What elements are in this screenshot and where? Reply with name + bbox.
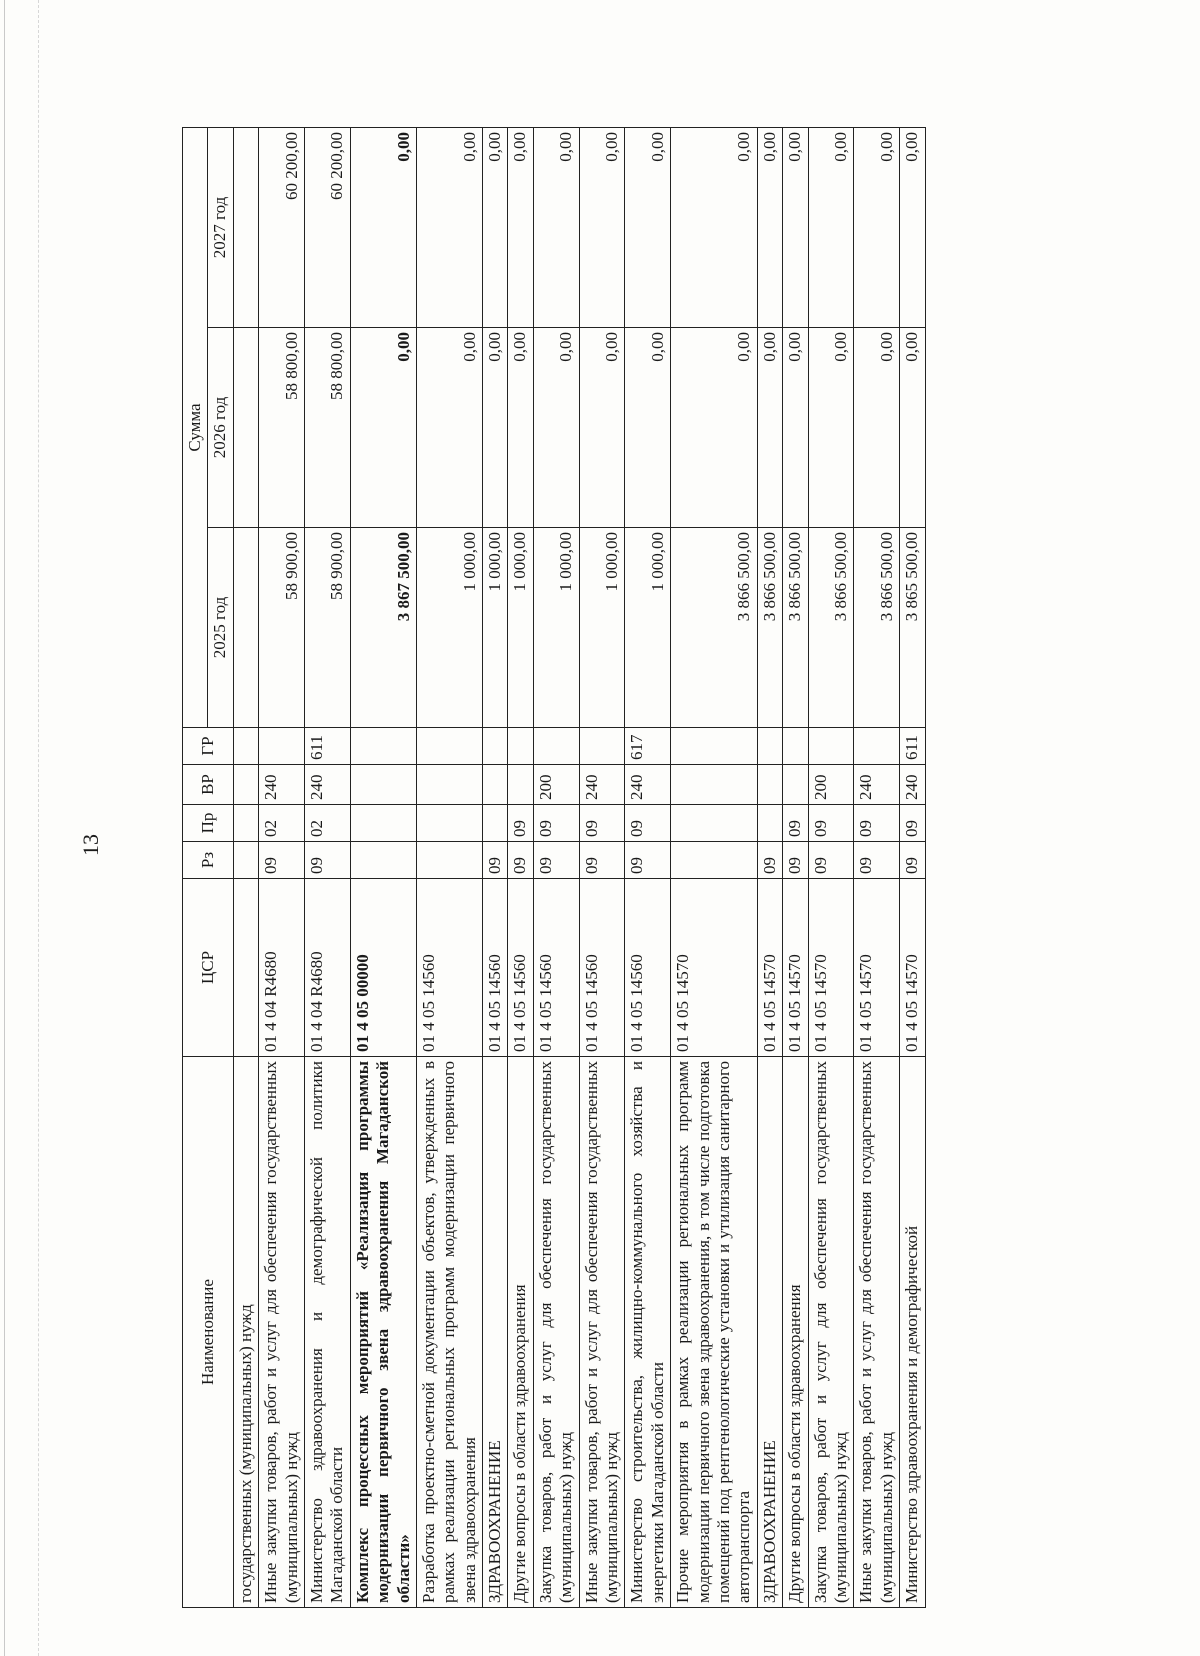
table-row — [233, 128, 258, 1608]
cell-pr — [483, 805, 508, 842]
cell-2027: 0,00 — [508, 128, 533, 328]
cell-gr — [783, 728, 808, 765]
table-row — [416, 128, 482, 1608]
cell-2025: 3 866 500,00 — [854, 528, 900, 728]
cell-csr: 01 4 05 14560 — [533, 879, 579, 1057]
cell-2026: 0,00 — [416, 328, 482, 528]
cell-rz: 09 — [757, 842, 782, 879]
cell-rz: 09 — [579, 842, 625, 879]
cell-pr — [350, 805, 416, 842]
cell-pr: 09 — [808, 805, 854, 842]
table-row — [259, 128, 305, 1608]
cell-pr: 09 — [854, 805, 900, 842]
cell-name: Закупка товаров, работ и услуг для обеспечения государственных (муниципальных) нужд — [808, 1057, 854, 1608]
cell-gr — [757, 728, 782, 765]
cell-2025: 3 866 500,00 — [757, 528, 782, 728]
header-name: Наименование — [183, 1057, 234, 1608]
table-header — [183, 128, 234, 1608]
cell-name: Разработка проектно-сметной документации объектов, утвержденных в рамках реализации региональных программ модернизации первичного звена здравоохранения — [416, 1057, 482, 1608]
cell-pr: 09 — [579, 805, 625, 842]
cell-rz: 09 — [900, 842, 925, 879]
cell-2025: 58 900,00 — [259, 528, 305, 728]
cell-2027: 0,00 — [671, 128, 758, 328]
cell-csr: 01 4 05 14570 — [757, 879, 782, 1057]
cell-name: Министерство строительства, жилищно-коммунального хозяйства и энергетики Магаданской области — [625, 1057, 671, 1608]
cell-2026: 0,00 — [783, 328, 808, 528]
cell-2026: 58 800,00 — [259, 328, 305, 528]
cell-name: Другие вопросы в области здравоохранения — [783, 1057, 808, 1608]
cell-2026 — [233, 328, 258, 528]
cell-csr: 01 4 05 14570 — [854, 879, 900, 1057]
cell-2027: 60 200,00 — [259, 128, 305, 328]
cell-csr: 01 4 05 14570 — [783, 879, 808, 1057]
cell-vr — [233, 765, 258, 805]
cell-gr — [579, 728, 625, 765]
cell-pr: 09 — [533, 805, 579, 842]
cell-2025: 1 000,00 — [579, 528, 625, 728]
cell-2025: 3 866 500,00 — [783, 528, 808, 728]
cell-name: Министерство здравоохранения и демографической — [900, 1057, 925, 1608]
cell-gr — [350, 728, 416, 765]
cell-vr — [757, 765, 782, 805]
cell-csr: 01 4 05 14560 — [625, 879, 671, 1057]
cell-pr — [416, 805, 482, 842]
cell-gr — [808, 728, 854, 765]
cell-2026: 58 800,00 — [304, 328, 350, 528]
cell-2027: 0,00 — [808, 128, 854, 328]
cell-name: Министерство здравоохранения и демографической политики Магаданской области — [304, 1057, 350, 1608]
header-csr: ЦСР — [183, 879, 234, 1057]
cell-rz: 09 — [783, 842, 808, 879]
table-row — [508, 128, 533, 1608]
cell-vr — [671, 765, 758, 805]
cell-csr: 01 4 05 00000 — [350, 879, 416, 1057]
cell-gr — [854, 728, 900, 765]
cell-2027: 0,00 — [757, 128, 782, 328]
cell-gr: 611 — [900, 728, 925, 765]
cell-rz — [350, 842, 416, 879]
cell-rz: 09 — [508, 842, 533, 879]
cell-name: Комплекс процессных мероприятий «Реализация программы модернизации первичного звена здравоохранения Магаданской области» — [350, 1057, 416, 1608]
cell-rz: 09 — [259, 842, 305, 879]
cell-2025: 1 000,00 — [483, 528, 508, 728]
cell-csr: 01 4 05 14560 — [416, 879, 482, 1057]
cell-2026: 0,00 — [350, 328, 416, 528]
cell-name: Иные закупки товаров, работ и услуг для обеспечения государственных (муниципальных) нужд — [854, 1057, 900, 1608]
cell-vr — [508, 765, 533, 805]
cell-rz: 09 — [625, 842, 671, 879]
cell-name: Прочие мероприятия в рамках реализации региональных программ модернизации первичного звена здравоохранения, в том числе подготовка помещений под рентгенологические установки и утилизация санитарного автотранспорта — [671, 1057, 758, 1608]
cell-2025: 1 000,00 — [625, 528, 671, 728]
header-2027: 2027 год — [208, 128, 233, 328]
budget-table — [182, 127, 926, 1608]
table-row — [671, 128, 758, 1608]
cell-2026: 0,00 — [533, 328, 579, 528]
cell-vr: 240 — [259, 765, 305, 805]
cell-2026: 0,00 — [483, 328, 508, 528]
cell-2025: 3 865 500,00 — [900, 528, 925, 728]
cell-gr: 611 — [304, 728, 350, 765]
cell-2026: 0,00 — [808, 328, 854, 528]
cell-2027: 0,00 — [579, 128, 625, 328]
cell-rz: 09 — [533, 842, 579, 879]
header-2025: 2025 год — [208, 528, 233, 728]
cell-2026: 0,00 — [854, 328, 900, 528]
table-row — [854, 128, 900, 1608]
cell-vr — [350, 765, 416, 805]
cell-csr: 01 4 05 14570 — [671, 879, 758, 1057]
cell-2027: 0,00 — [350, 128, 416, 328]
scan-fold-line — [38, 0, 39, 1656]
cell-2027: 60 200,00 — [304, 128, 350, 328]
cell-csr: 01 4 04 R4680 — [304, 879, 350, 1057]
cell-name: Закупка товаров, работ и услуг для обеспечения государственных (муниципальных) нужд — [533, 1057, 579, 1608]
cell-vr — [783, 765, 808, 805]
cell-2027: 0,00 — [625, 128, 671, 328]
cell-2025: 1 000,00 — [533, 528, 579, 728]
cell-2026: 0,00 — [579, 328, 625, 528]
cell-csr: 01 4 05 14570 — [900, 879, 925, 1057]
cell-2025: 58 900,00 — [304, 528, 350, 728]
cell-vr: 240 — [854, 765, 900, 805]
cell-csr: 01 4 05 14560 — [579, 879, 625, 1057]
cell-rz: 09 — [854, 842, 900, 879]
cell-vr: 240 — [900, 765, 925, 805]
cell-2025: 3 867 500,00 — [350, 528, 416, 728]
page-number: 13 — [78, 834, 103, 856]
cell-2026: 0,00 — [757, 328, 782, 528]
cell-2027: 0,00 — [483, 128, 508, 328]
cell-name: Другие вопросы в области здравоохранения — [508, 1057, 533, 1608]
cell-rz — [233, 842, 258, 879]
cell-csr — [233, 879, 258, 1057]
cell-vr: 240 — [304, 765, 350, 805]
cell-pr — [233, 805, 258, 842]
table-row — [579, 128, 625, 1608]
cell-vr: 240 — [625, 765, 671, 805]
cell-csr: 01 4 05 14560 — [483, 879, 508, 1057]
cell-2026: 0,00 — [671, 328, 758, 528]
cell-2026: 0,00 — [625, 328, 671, 528]
scan-edge — [4, 0, 5, 1656]
rotated-table-wrapper — [182, 128, 1112, 1608]
cell-2027: 0,00 — [900, 128, 925, 328]
cell-pr: 09 — [900, 805, 925, 842]
table-body — [233, 128, 925, 1608]
header-pr: Пр — [183, 805, 234, 842]
cell-rz — [671, 842, 758, 879]
cell-2026: 0,00 — [900, 328, 925, 528]
table-row — [483, 128, 508, 1608]
table-row — [783, 128, 808, 1608]
table-row — [808, 128, 854, 1608]
cell-gr: 617 — [625, 728, 671, 765]
cell-name: Иные закупки товаров, работ и услуг для обеспечения государственных (муниципальных) нужд — [259, 1057, 305, 1608]
cell-gr — [259, 728, 305, 765]
cell-2027 — [233, 128, 258, 328]
cell-pr: 09 — [783, 805, 808, 842]
cell-name: ЗДРАВООХРАНЕНИЕ — [483, 1057, 508, 1608]
cell-2025: 3 866 500,00 — [808, 528, 854, 728]
cell-csr: 01 4 05 14570 — [808, 879, 854, 1057]
header-sum: Сумма — [183, 128, 208, 728]
cell-vr: 200 — [808, 765, 854, 805]
cell-rz: 09 — [304, 842, 350, 879]
cell-vr — [416, 765, 482, 805]
cell-2027: 0,00 — [533, 128, 579, 328]
header-vr: ВР — [183, 765, 234, 805]
cell-name: Иные закупки товаров, работ и услуг для обеспечения государственных (муниципальных) нужд — [579, 1057, 625, 1608]
cell-pr — [671, 805, 758, 842]
table-row — [625, 128, 671, 1608]
cell-gr — [533, 728, 579, 765]
cell-gr — [233, 728, 258, 765]
table-row — [533, 128, 579, 1608]
cell-gr — [508, 728, 533, 765]
cell-rz — [416, 842, 482, 879]
cell-vr: 200 — [533, 765, 579, 805]
table-row — [757, 128, 782, 1608]
cell-pr — [757, 805, 782, 842]
table-row — [350, 128, 416, 1608]
cell-pr: 09 — [625, 805, 671, 842]
header-gr: ГР — [183, 728, 234, 765]
cell-pr: 02 — [304, 805, 350, 842]
cell-2027: 0,00 — [854, 128, 900, 328]
cell-vr — [483, 765, 508, 805]
cell-csr: 01 4 05 14560 — [508, 879, 533, 1057]
cell-pr: 02 — [259, 805, 305, 842]
header-2026: 2026 год — [208, 328, 233, 528]
cell-vr: 240 — [579, 765, 625, 805]
table-row — [900, 128, 925, 1608]
table-row — [304, 128, 350, 1608]
cell-2025: 3 866 500,00 — [671, 528, 758, 728]
header-rz: Рз — [183, 842, 234, 879]
cell-2025 — [233, 528, 258, 728]
cell-2027: 0,00 — [416, 128, 482, 328]
cell-rz: 09 — [483, 842, 508, 879]
cell-2025: 1 000,00 — [508, 528, 533, 728]
cell-rz: 09 — [808, 842, 854, 879]
cell-pr: 09 — [508, 805, 533, 842]
cell-name: государственных (муниципальных) нужд — [233, 1057, 258, 1608]
cell-2026: 0,00 — [508, 328, 533, 528]
cell-gr — [483, 728, 508, 765]
cell-2025: 1 000,00 — [416, 528, 482, 728]
cell-csr: 01 4 04 R4680 — [259, 879, 305, 1057]
cell-2027: 0,00 — [783, 128, 808, 328]
cell-gr — [671, 728, 758, 765]
cell-gr — [416, 728, 482, 765]
cell-name: ЗДРАВООХРАНЕНИЕ — [757, 1057, 782, 1608]
